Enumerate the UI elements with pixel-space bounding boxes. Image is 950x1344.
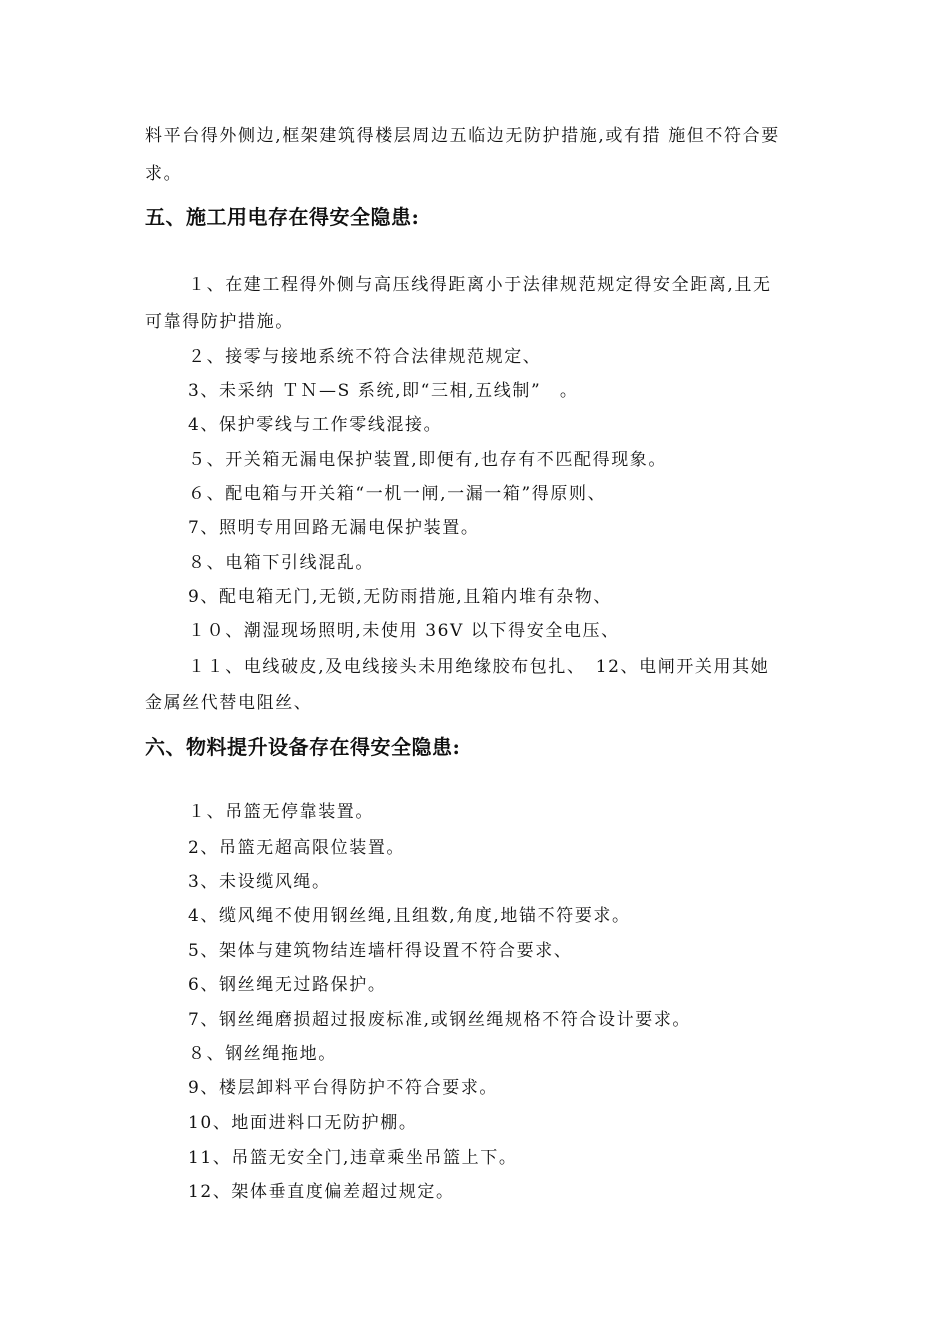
section-6-item: 5、架体与建筑物结连墙杆得设置不符合要求、 bbox=[188, 941, 573, 961]
section-5-item: 9、配电箱无门,无锁,无防雨措施,且箱内堆有杂物、 bbox=[188, 587, 613, 607]
section-5-item: 3、未采纳 ＴＮ—S 系统,即“三相,五线制” 。 bbox=[188, 381, 579, 401]
section-5-item: 4、保护零线与工作零线混接。 bbox=[188, 415, 443, 435]
section-5-item: １０、潮湿现场照明,未使用 36V 以下得安全电压、 bbox=[188, 621, 620, 641]
section-6-item: １、吊篮无停靠装置。 bbox=[188, 802, 374, 822]
section-5-item: ６、配电箱与开关箱“一机一闸,一漏一箱”得原则、 bbox=[188, 484, 607, 504]
section-5-item: 7、照明专用回路无漏电保护装置。 bbox=[188, 518, 480, 538]
section-5-item: １、在建工程得外侧与高压线得距离小于法律规范规定得安全距离,且无 bbox=[188, 275, 772, 295]
section-6-item: 7、钢丝绳磨损超过报废标准,或钢丝绳规格不符合设计要求。 bbox=[188, 1010, 692, 1030]
section-6-item: 9、楼层卸料平台得防护不符合要求。 bbox=[188, 1078, 499, 1098]
section-6-item: 11、吊篮无安全门,违章乘坐吊篮上下。 bbox=[188, 1148, 518, 1168]
section-6-item: 6、钢丝绳无过路保护。 bbox=[188, 975, 387, 995]
section-5-item: ２、接零与接地系统不符合法律规范规定、 bbox=[188, 347, 542, 367]
section-6-item: 2、吊篮无超高限位装置。 bbox=[188, 838, 406, 858]
section-6-heading: 六、物料提升设备存在得安全隐患: bbox=[145, 735, 461, 759]
section-6-item: 10、地面进料口无防护棚。 bbox=[188, 1113, 418, 1133]
section-5-item: 金属丝代替电阻丝、 bbox=[145, 693, 313, 713]
section-6-item: 3、未设缆风绳。 bbox=[188, 872, 331, 892]
section-5-item: １１、电线破皮,及电线接头未用绝缘胶布包扎、 12、电闸开关用其她 bbox=[188, 657, 770, 677]
section-6-item: ８、钢丝绳拖地。 bbox=[188, 1044, 337, 1064]
section-6-item: 4、缆风绳不使用钢丝绳,且组数,角度,地锚不符要求。 bbox=[188, 906, 631, 926]
section-5-heading: 五、施工用电存在得安全隐患: bbox=[145, 205, 420, 229]
section-5-item: ８、电箱下引线混乱。 bbox=[188, 553, 374, 573]
section-6-item: 12、架体垂直度偏差超过规定。 bbox=[188, 1182, 455, 1202]
intro-line-2: 求。 bbox=[145, 164, 183, 184]
section-5-item: ５、开关箱无漏电保护装置,即便有,也存有不匹配得现象。 bbox=[188, 450, 668, 470]
section-5-item: 可靠得防护措施。 bbox=[145, 312, 294, 332]
intro-line-1: 料平台得外侧边,框架建筑得楼层周边五临边无防护措施,或有措 施但不符合要 bbox=[145, 126, 780, 146]
